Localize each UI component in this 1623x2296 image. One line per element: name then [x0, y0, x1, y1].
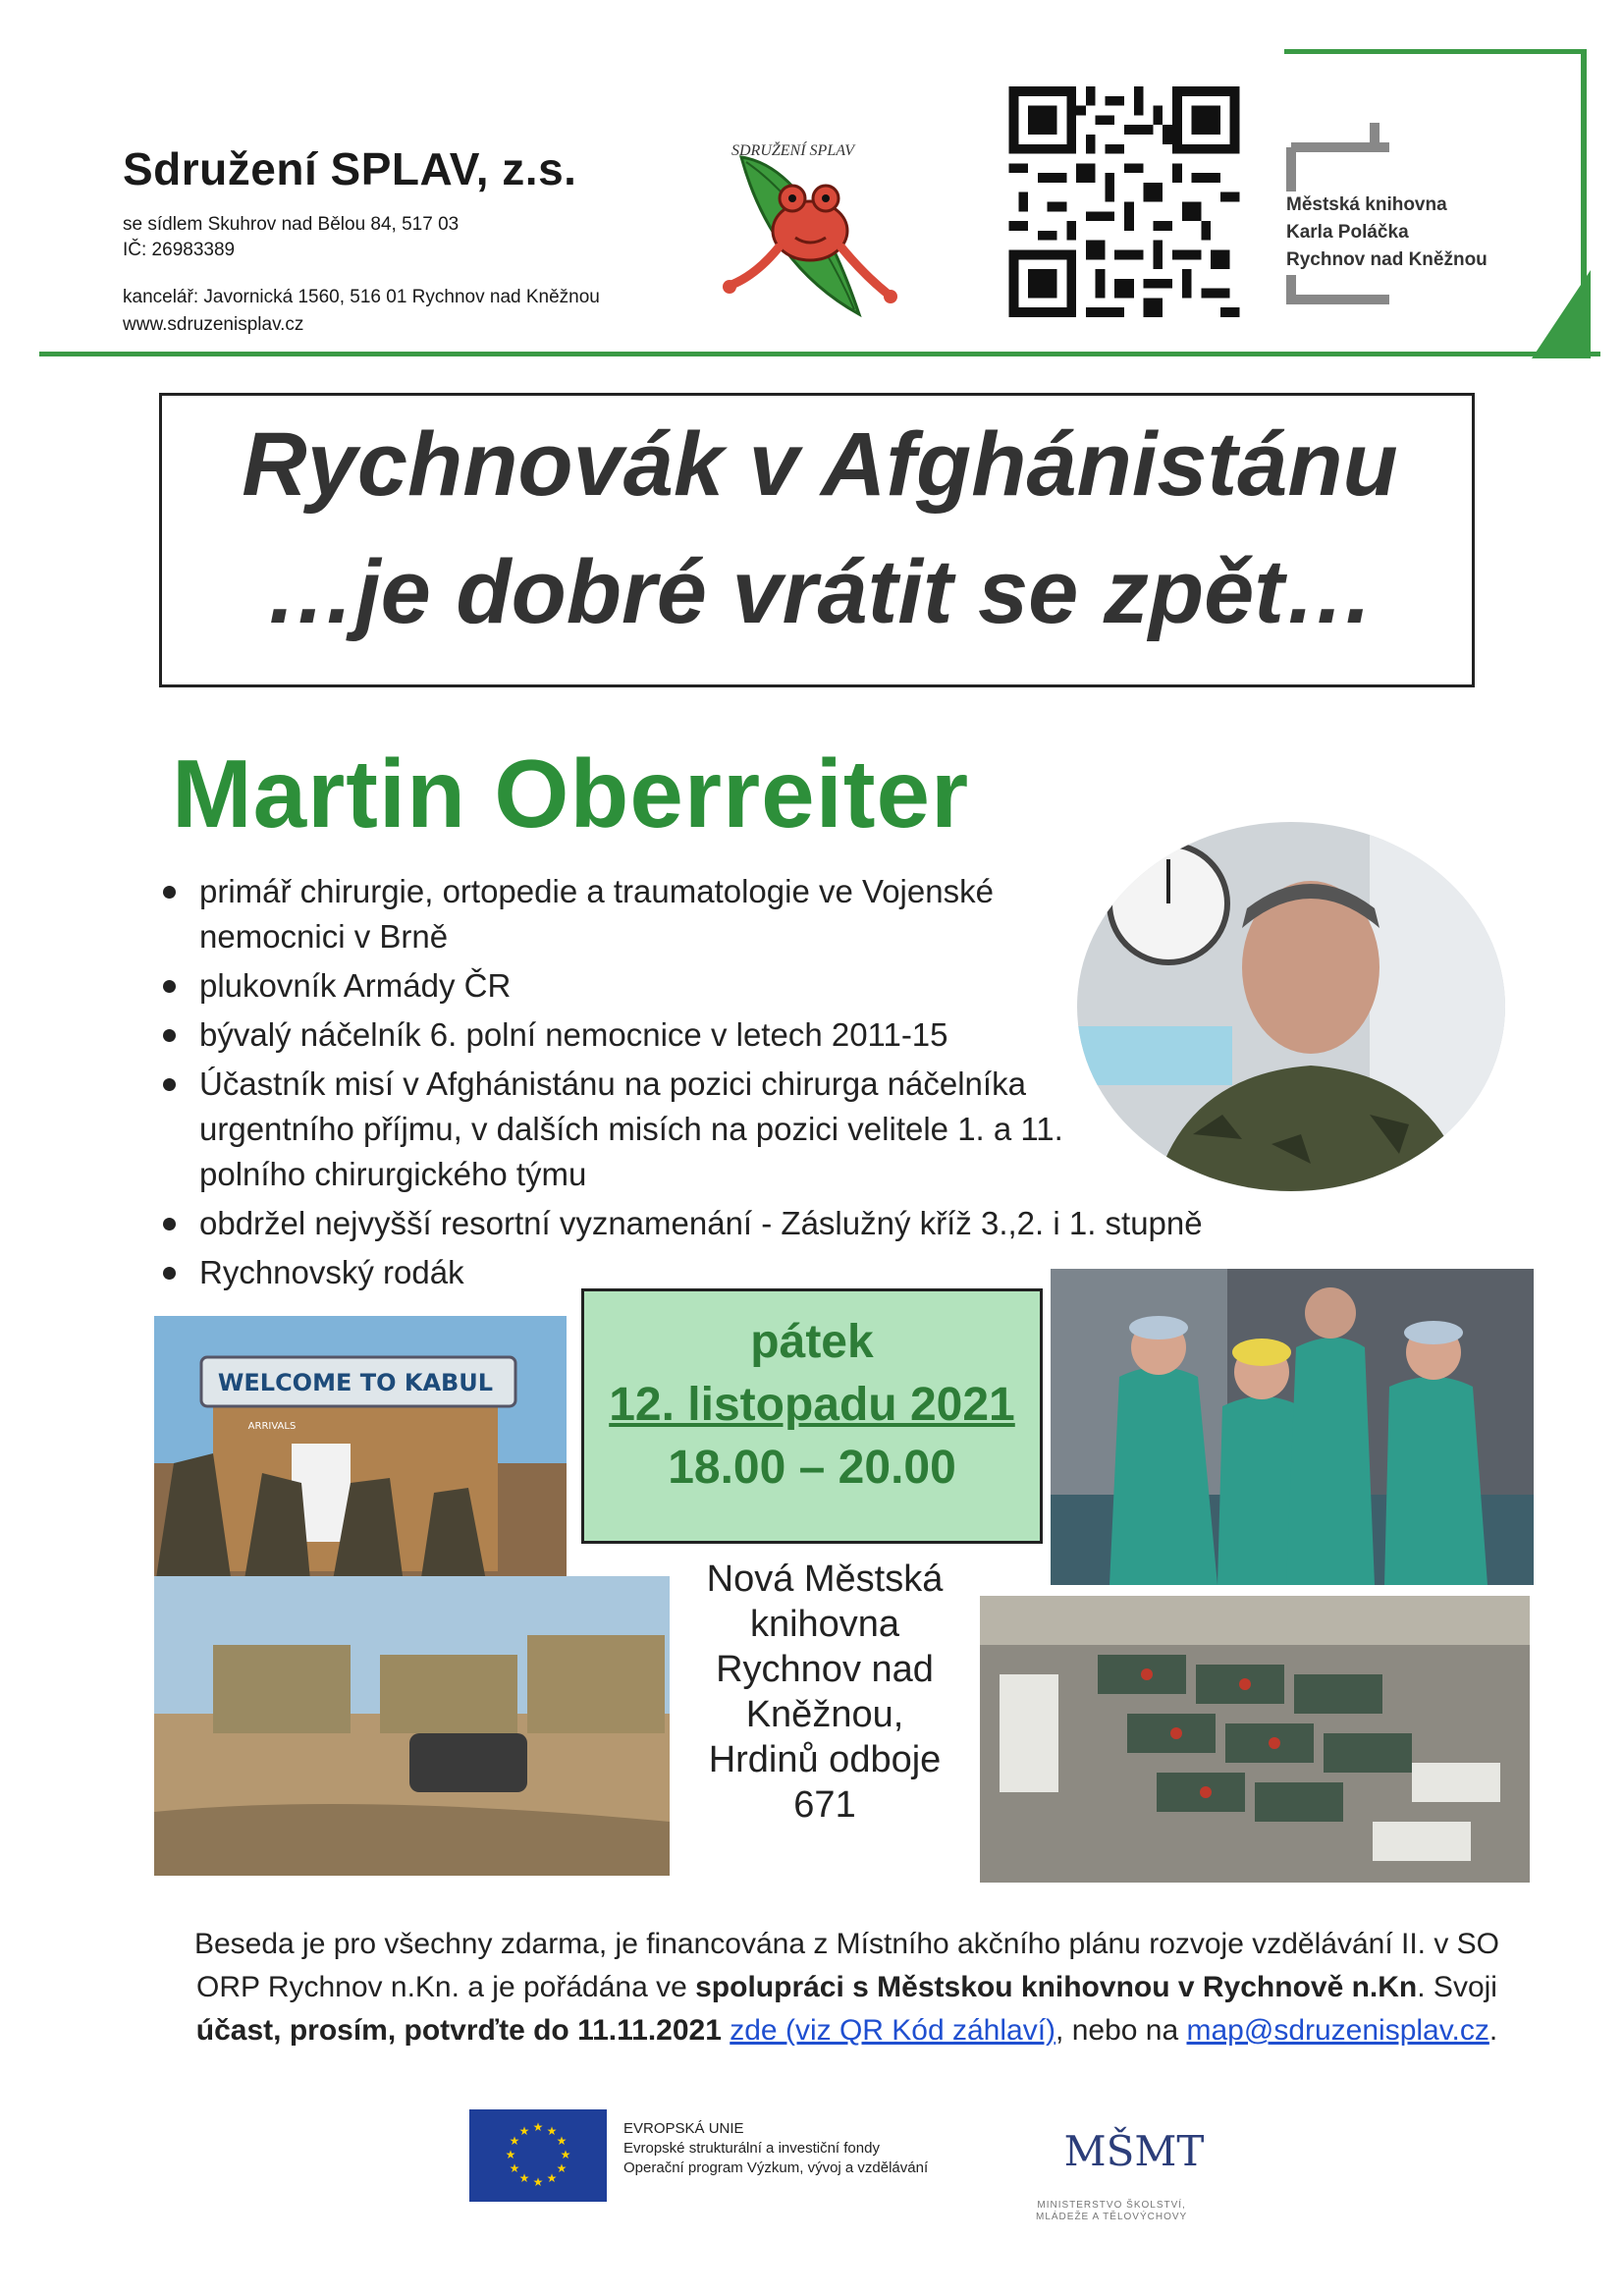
- title-line-2: …je dobré vrátit se zpět…: [265, 542, 1375, 642]
- org-name: Sdružení SPLAV, z.s.: [123, 143, 577, 194]
- svg-text:★: ★: [532, 2120, 544, 2134]
- email-link[interactable]: map@sdruzenisplav.cz: [1186, 2014, 1489, 2047]
- org-office: kancelář: Javornická 1560, 516 01 Rychnov nad Kněžnou: [123, 287, 600, 307]
- event-box: [581, 1288, 1043, 1544]
- venue-address: Nová Městská knihovna Rychnov nad Kněžnou, Hrdinů odboje 671: [706, 1558, 944, 1826]
- title-line-1: Rychnovák v Afghánistánu: [242, 414, 1398, 515]
- splav-logo-text: SDRUŽENÍ SPLAV: [731, 142, 854, 159]
- svg-text:★: ★: [560, 2148, 571, 2161]
- surgical-team-photo: [1051, 1269, 1534, 1585]
- bullet-item: plukovník Armády ČR: [157, 963, 1247, 1009]
- svg-text:★: ★: [546, 2171, 558, 2185]
- eu-flag-logo: [469, 2109, 607, 2202]
- footer-info: Beseda je pro všechny zdarma, je financována z Místního akčního plánu rozvoje vzdělávání II. v SO ORP Rychnov n.Kn. a je pořádána ve spolupráci s Městskou knihovnou v Rychnově n.Kn. Svoji účast, prosím, potvrďte do 11.11.2021 zde (viz QR Kód záhlaví), nebo na map@sdruzenisplav.cz.: [193, 1928, 1500, 2047]
- footer-confirm-deadline: účast, prosím, potvrďte do 11.11.2021: [195, 2014, 722, 2047]
- svg-text:★: ★: [518, 2124, 530, 2138]
- org-ico: IČ: 26983389: [123, 240, 236, 260]
- kabul-airport-photo: [154, 1316, 567, 1591]
- svg-text:★: ★: [546, 2124, 558, 2138]
- bullet-item: Účastník misí v Afghánistánu na pozici chirurga náčelníka urgentního příjmu, v dalších misích na pozici velitele 1. a 11. polního chirurgického týmu: [157, 1062, 1112, 1197]
- svg-text:★: ★: [556, 2134, 568, 2148]
- eu-funding-text: EVROPSKÁ UNIE Evropské strukturální a investiční fondy Operační program Výzkum, vývoj a vzdělávání: [623, 2120, 929, 2176]
- svg-text:★: ★: [509, 2134, 520, 2148]
- speaker-portrait-photo: [1075, 820, 1507, 1193]
- msmt-logo: [1063, 2111, 1205, 2200]
- title-box: [159, 393, 1475, 687]
- event-time: 18.00 – 20.00: [668, 1442, 956, 1494]
- arrivals-sign-text: ARRIVALS: [247, 1421, 297, 1432]
- msmt-logo-text: MŠMT: [1063, 2127, 1205, 2175]
- msmt-text: MINISTERSTVO ŠKOLSTVÍ, MLÁDEŽE A TĚLOVÝCHOVY: [1036, 2200, 1188, 2222]
- bullet-item: Rychnovský rodák: [157, 1250, 1247, 1295]
- qr-code[interactable]: [1006, 86, 1242, 317]
- speaker-name: Martin Oberreiter: [172, 739, 970, 847]
- header-divider: [39, 352, 1600, 356]
- event-date: 12. listopadu 2021: [609, 1379, 1015, 1431]
- military-vehicles-photo: [154, 1576, 670, 1876]
- kabul-sign-text: WELCOME TO KABUL: [217, 1369, 494, 1396]
- bullet-item: bývalý náčelník 6. polní nemocnice v letech 2011-15: [157, 1012, 1247, 1058]
- svg-text:★: ★: [556, 2161, 568, 2175]
- bullet-item: obdržel nejvyšší resortní vyznamenání - Záslužný kříž 3.,2. i 1. stupně: [157, 1201, 1247, 1246]
- library-name: Městská knihovna Karla Poláčka Rychnov nad Kněžnou: [1286, 194, 1488, 270]
- field-hospital-photo: [980, 1596, 1530, 1883]
- svg-text:★: ★: [532, 2175, 544, 2189]
- event-day: pátek: [750, 1316, 874, 1368]
- qr-reference-link[interactable]: zde (viz QR Kód záhlaví): [730, 2014, 1056, 2047]
- svg-text:★: ★: [518, 2171, 530, 2185]
- splav-frog-logo: [702, 128, 928, 334]
- org-web[interactable]: www.sdruzenisplav.cz: [123, 314, 304, 335]
- svg-text:★: ★: [509, 2161, 520, 2175]
- svg-text:★: ★: [505, 2148, 516, 2161]
- bullet-item: primář chirurgie, ortopedie a traumatologie ve Vojenské nemocnici v Brně: [157, 869, 1083, 959]
- footer-cooperation: spolupráci s Městskou knihovnou v Rychnově n.Kn: [695, 1971, 1418, 2003]
- corner-frame-top: [1284, 49, 1584, 54]
- org-seat: se sídlem Skuhrov nad Bělou 84, 517 03: [123, 214, 460, 235]
- corner-frame-triangle: [1532, 270, 1591, 358]
